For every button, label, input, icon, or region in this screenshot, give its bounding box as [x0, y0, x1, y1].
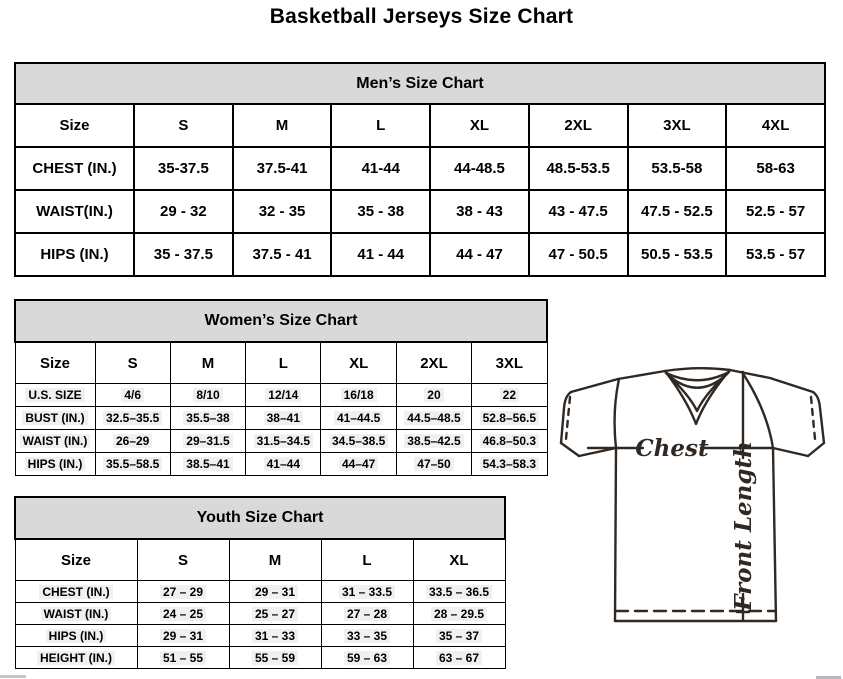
size-value-cell: 47 - 50.5	[529, 233, 628, 276]
size-column-header: M	[229, 539, 321, 581]
size-value-cell-text: 44.5–48.5	[404, 411, 463, 425]
size-column-header: Size	[15, 104, 134, 147]
size-value-cell-text: 41–44	[264, 457, 303, 471]
youth-size-chart	[14, 496, 506, 669]
table-title: Youth Size Chart	[15, 497, 505, 539]
row-label	[15, 384, 95, 407]
size-value-cell: 41 - 44	[331, 233, 430, 276]
row-label	[15, 407, 95, 430]
size-value-cell-text: 51 – 55	[160, 651, 206, 665]
youth-size-chart-table	[14, 496, 506, 669]
size-value-cell: 44 - 47	[430, 233, 529, 276]
jersey-diagram-svg	[558, 362, 843, 630]
size-value-cell	[396, 407, 471, 430]
row-label-text: U.S. SIZE	[25, 388, 84, 402]
size-value-cell	[137, 647, 229, 669]
mens-size-chart-table	[14, 62, 826, 277]
size-column-header: M	[233, 104, 332, 147]
size-value-cell-text: 4/6	[121, 388, 144, 402]
size-column-header: L	[246, 342, 321, 384]
row-label	[15, 603, 137, 625]
size-column-header: 2XL	[529, 104, 628, 147]
size-value-cell-text: 63 – 67	[436, 651, 482, 665]
chest-label: Chest	[635, 435, 709, 462]
size-value-cell-text: 29 – 31	[160, 629, 206, 643]
size-value-cell	[229, 581, 321, 603]
size-value-cell	[472, 453, 547, 476]
size-value-cell	[321, 430, 396, 453]
row-label	[15, 430, 95, 453]
size-value-cell	[396, 430, 471, 453]
row-label-text: HEIGHT (IN.)	[37, 651, 115, 665]
size-column-header: L	[331, 104, 430, 147]
size-value-cell-text: 29 – 31	[252, 585, 298, 599]
size-value-cell-text: 8/10	[193, 388, 222, 402]
size-value-cell-text: 34.5–38.5	[329, 434, 388, 448]
size-value-cell-text: 33.5 – 36.5	[426, 585, 492, 599]
size-value-cell: 35 - 37.5	[134, 233, 233, 276]
size-value-cell-text: 31.5–34.5	[254, 434, 313, 448]
size-value-cell: 37.5 - 41	[233, 233, 332, 276]
womens-size-chart	[14, 299, 548, 476]
size-value-cell-text: 27 – 28	[344, 607, 390, 621]
size-value-cell: 58-63	[726, 147, 825, 190]
mens-size-chart	[14, 62, 826, 277]
size-value-cell-text: 35 – 37	[436, 629, 482, 643]
size-value-cell	[321, 453, 396, 476]
size-column-header: XL	[413, 539, 505, 581]
size-value-cell-text: 12/14	[265, 388, 301, 402]
size-value-cell: 44-48.5	[430, 147, 529, 190]
size-column-header: L	[321, 539, 413, 581]
size-value-cell: 32 - 35	[233, 190, 332, 233]
row-label-text: CHEST (IN.)	[39, 585, 112, 599]
size-value-cell	[137, 625, 229, 647]
size-column-header: 3XL	[472, 342, 547, 384]
size-value-cell-text: 26–29	[113, 434, 152, 448]
size-value-cell	[413, 581, 505, 603]
size-value-cell	[246, 407, 321, 430]
size-value-cell-text: 33 – 35	[344, 629, 390, 643]
size-column-header: 3XL	[628, 104, 727, 147]
jersey-measurement-diagram	[558, 362, 843, 630]
size-value-cell	[95, 407, 170, 430]
left-cuff-dashed-line	[566, 397, 570, 439]
size-value-cell-text: 38–41	[264, 411, 303, 425]
row-label: WAIST(IN.)	[15, 190, 134, 233]
size-value-cell	[246, 384, 321, 407]
table-title: Women’s Size Chart	[15, 300, 547, 342]
scrollbar-fragment-left	[0, 675, 26, 678]
size-value-cell	[246, 430, 321, 453]
size-value-cell	[137, 603, 229, 625]
page-title: Basketball Jerseys Size Chart	[269, 5, 574, 28]
size-value-cell	[472, 430, 547, 453]
size-column-header: S	[134, 104, 233, 147]
size-value-cell	[321, 581, 413, 603]
table-title: Men’s Size Chart	[15, 63, 825, 104]
size-value-cell-text: 32.5–35.5	[103, 411, 162, 425]
size-value-cell: 48.5-53.5	[529, 147, 628, 190]
right-cuff-edge	[808, 443, 824, 456]
size-value-cell	[170, 453, 245, 476]
size-value-cell-text: 22	[500, 388, 519, 402]
size-column-header: 2XL	[396, 342, 471, 384]
row-label	[15, 647, 137, 669]
size-value-cell-text: 38.5–41	[183, 457, 232, 471]
size-value-cell: 53.5-58	[628, 147, 727, 190]
size-column-header: 4XL	[726, 104, 825, 147]
row-label-text: BUST (IN.)	[22, 411, 87, 425]
size-value-cell	[413, 603, 505, 625]
left-underarm-line	[579, 448, 616, 456]
right-cuff-dashed-line	[811, 397, 815, 439]
left-sleeve-seam	[615, 379, 619, 448]
front-length-label: Front Length	[730, 441, 757, 611]
size-value-cell-text: 16/18	[341, 388, 377, 402]
right-underarm-line	[773, 448, 808, 456]
row-label-text: HIPS (IN.)	[25, 457, 86, 471]
right-sleeve-seam	[742, 372, 773, 448]
size-value-cell: 53.5 - 57	[726, 233, 825, 276]
size-value-cell: 38 - 43	[430, 190, 529, 233]
size-value-cell	[170, 384, 245, 407]
size-value-cell	[321, 407, 396, 430]
size-value-cell-text: 47–50	[414, 457, 453, 471]
size-value-cell-text: 52.8–56.5	[480, 411, 539, 425]
row-label	[15, 453, 95, 476]
size-value-cell-text: 41–44.5	[334, 411, 383, 425]
size-value-cell: 37.5-41	[233, 147, 332, 190]
size-column-header: XL	[321, 342, 396, 384]
size-value-cell	[229, 603, 321, 625]
size-value-cell: 52.5 - 57	[726, 190, 825, 233]
size-value-cell	[170, 430, 245, 453]
size-value-cell-text: 44–47	[339, 457, 378, 471]
size-column-header: M	[170, 342, 245, 384]
size-value-cell: 35 - 38	[331, 190, 430, 233]
size-column-header: Size	[15, 342, 95, 384]
size-value-cell	[170, 407, 245, 430]
size-value-cell: 29 - 32	[134, 190, 233, 233]
row-label: CHEST (IN.)	[15, 147, 134, 190]
size-value-cell-text: 28 – 29.5	[431, 607, 487, 621]
size-value-cell-text: 31 – 33.5	[339, 585, 395, 599]
size-value-cell	[472, 407, 547, 430]
row-label-text: WAIST (IN.)	[20, 434, 91, 448]
row-label-text: WAIST (IN.)	[41, 607, 112, 621]
size-value-cell: 43 - 47.5	[529, 190, 628, 233]
left-cuff-edge	[561, 443, 579, 456]
size-value-cell	[321, 603, 413, 625]
size-column-header: XL	[430, 104, 529, 147]
size-value-cell-text: 20	[424, 388, 443, 402]
size-value-cell-text: 24 – 25	[160, 607, 206, 621]
size-value-cell-text: 54.3–58.3	[480, 457, 539, 471]
size-column-header: S	[137, 539, 229, 581]
size-value-cell: 47.5 - 52.5	[628, 190, 727, 233]
size-value-cell	[95, 384, 170, 407]
size-value-cell	[95, 430, 170, 453]
size-value-cell-text: 38.5–42.5	[404, 434, 463, 448]
size-value-cell	[321, 384, 396, 407]
size-value-cell-text: 25 – 27	[252, 607, 298, 621]
size-value-cell	[321, 625, 413, 647]
size-column-header: Size	[15, 539, 137, 581]
womens-size-chart-table	[14, 299, 548, 476]
size-value-cell	[229, 647, 321, 669]
left-body-edge	[615, 448, 616, 621]
size-column-header: S	[95, 342, 170, 384]
size-value-cell-text: 46.8–50.3	[480, 434, 539, 448]
size-value-cell-text: 29–31.5	[183, 434, 232, 448]
row-label: HIPS (IN.)	[15, 233, 134, 276]
size-value-cell	[321, 647, 413, 669]
size-value-cell-text: 55 – 59	[252, 651, 298, 665]
size-value-cell: 35-37.5	[134, 147, 233, 190]
size-value-cell	[396, 384, 471, 407]
size-value-cell	[472, 384, 547, 407]
size-value-cell	[413, 647, 505, 669]
row-label	[15, 625, 137, 647]
size-value-cell-text: 27 – 29	[160, 585, 206, 599]
row-label	[15, 581, 137, 603]
size-value-cell-text: 35.5–38	[183, 411, 232, 425]
size-value-cell: 41-44	[331, 147, 430, 190]
right-body-edge	[773, 448, 776, 621]
collar-top-line	[665, 368, 730, 371]
row-label-text: HIPS (IN.)	[46, 629, 107, 643]
size-value-cell-text: 35.5–58.5	[103, 457, 162, 471]
size-value-cell	[246, 453, 321, 476]
size-value-cell-text: 31 – 33	[252, 629, 298, 643]
size-value-cell: 50.5 - 53.5	[628, 233, 727, 276]
size-value-cell	[229, 625, 321, 647]
size-value-cell-text: 59 – 63	[344, 651, 390, 665]
size-value-cell	[413, 625, 505, 647]
size-value-cell	[137, 581, 229, 603]
size-value-cell	[396, 453, 471, 476]
size-value-cell	[95, 453, 170, 476]
